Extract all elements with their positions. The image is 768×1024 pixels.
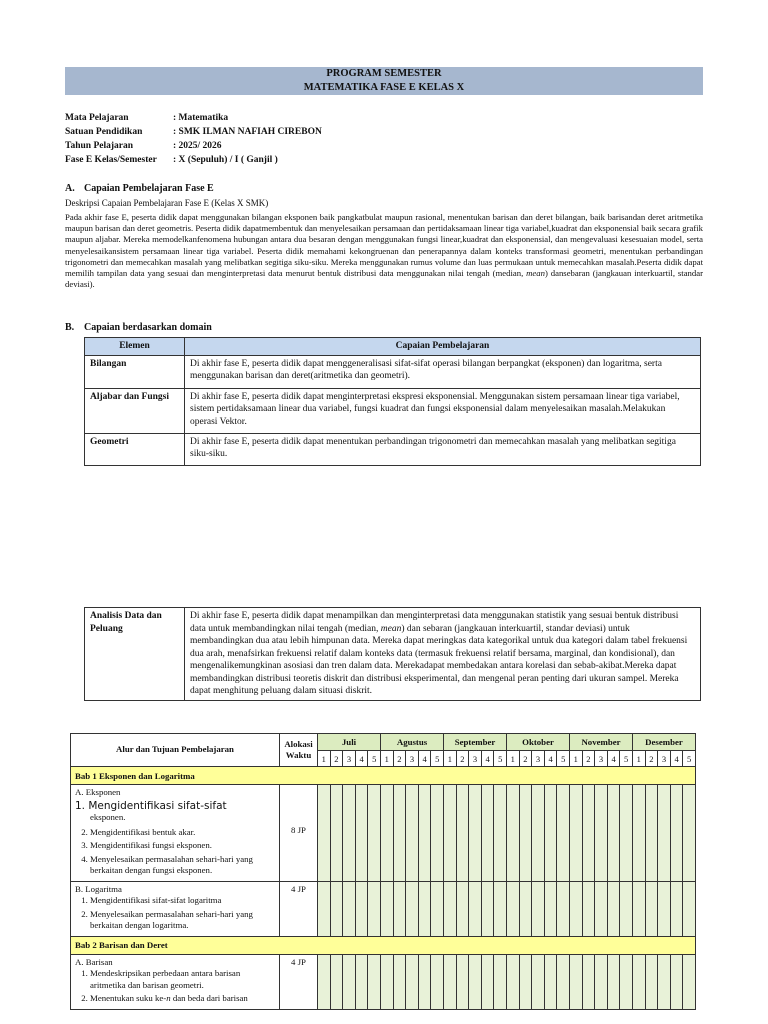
schedule-cell: [343, 785, 356, 882]
list-item: [90, 993, 275, 1005]
elemen-cell: Bilangan: [85, 355, 185, 388]
schedule-cell: [393, 785, 406, 882]
week-number: 3: [658, 751, 671, 767]
bab-2-title: Bab 2 Barisan dan Deret: [71, 936, 696, 954]
week-number: 1: [570, 751, 583, 767]
col-capaian: Capaian Pembelajaran: [185, 338, 701, 356]
schedule-cell: [582, 881, 595, 936]
week-number: 5: [368, 751, 381, 767]
schedule-cell: [507, 954, 520, 1009]
meta-label: Mata Pelajaran: [65, 113, 129, 123]
schedule-cell: [431, 785, 444, 882]
week-number: 5: [620, 751, 633, 767]
section-title: Capaian Pembelajaran Fase E: [84, 183, 214, 194]
schedule-cell: [494, 785, 507, 882]
month-header: Agustus: [381, 734, 444, 751]
list-item-text: Menentukan suku ke-: [90, 993, 167, 1003]
alokasi-cell: 4 JP: [280, 881, 318, 936]
week-number: 2: [330, 751, 343, 767]
week-number: 2: [393, 751, 406, 767]
section-title: Capaian berdasarkan domain: [84, 322, 212, 333]
list-item: 2. Menyelesaikan permasalahan sehari-hari yang berkaitan dengan logaritma.: [90, 909, 275, 932]
schedule-cell: [481, 881, 494, 936]
tp-list: [75, 827, 275, 877]
schedule-cell: [456, 954, 469, 1009]
schedule-cell: [582, 785, 595, 882]
bab-row: [71, 767, 696, 785]
schedule-cell: [330, 954, 343, 1009]
schedule-cell: [645, 785, 658, 882]
week-number: 4: [481, 751, 494, 767]
capaian-emphasis: mean: [380, 623, 402, 634]
document-title: [65, 67, 703, 95]
title-line-1: PROGRAM SEMESTER: [326, 68, 442, 79]
schedule-cell: [607, 881, 620, 936]
tp-eksponen: [71, 785, 280, 882]
schedule-cell: [570, 785, 583, 882]
schedule-cell: [343, 881, 356, 936]
schedule-cell: [607, 785, 620, 882]
schedule-cell: [582, 954, 595, 1009]
schedule-cell: [431, 881, 444, 936]
list-item-emphasis: n: [166, 993, 171, 1003]
schedule-cell: [632, 954, 645, 1009]
week-number: 5: [557, 751, 570, 767]
schedule-cell: [557, 954, 570, 1009]
domain-table: [84, 337, 701, 466]
tp-logaritma: [71, 881, 280, 936]
schedule-cell: [683, 785, 696, 882]
week-number: 3: [532, 751, 545, 767]
schedule-cell: [544, 954, 557, 1009]
week-number: 5: [683, 751, 696, 767]
tp-item-1-cont: eksponen.: [90, 812, 126, 822]
week-number: 5: [431, 751, 444, 767]
section-number: A.: [65, 183, 75, 194]
schedule-cell: [570, 881, 583, 936]
week-number: 2: [519, 751, 532, 767]
schedule-cell: [620, 785, 633, 882]
schedule-cell: [494, 954, 507, 1009]
schedule-cell: [444, 954, 457, 1009]
week-number: 4: [670, 751, 683, 767]
schedule-cell: [557, 785, 570, 882]
week-number: 4: [607, 751, 620, 767]
section-b-heading: [65, 322, 212, 333]
schedule-cell: [532, 881, 545, 936]
alokasi-cell: 8 JP: [280, 785, 318, 882]
week-number: 5: [494, 751, 507, 767]
col-alokasi: Alokasi Waktu: [280, 734, 318, 767]
list-item: 4. Menyelesaikan permasalahan sehari-hari yang berkaitan dengan fungsi eksponen.: [90, 854, 275, 877]
schedule-cell: [620, 881, 633, 936]
meta-row: [65, 139, 322, 153]
schedule-cell: [557, 881, 570, 936]
week-number: 1: [444, 751, 457, 767]
schedule-cell: [481, 954, 494, 1009]
meta-label: Satuan Pendidikan: [65, 127, 143, 137]
schedule-cell: [418, 954, 431, 1009]
schedule-cell: [670, 785, 683, 882]
meta-row: [65, 125, 322, 139]
section-number: B.: [65, 322, 75, 333]
schedule-cell: [393, 954, 406, 1009]
tp-item-text: Mengidentifikasi sifat-sifat: [88, 799, 227, 812]
identity-block: [65, 111, 322, 167]
list-item: 1. Mengidentifikasi sifat-sifat logaritma: [90, 895, 275, 907]
week-number: 2: [645, 751, 658, 767]
table-row: [85, 608, 701, 701]
list-item: 2. Mengidentifikasi bentuk akar.: [90, 827, 275, 839]
schedule-cell: [444, 881, 457, 936]
schedule-cell: [431, 954, 444, 1009]
schedule-cell: [532, 954, 545, 1009]
schedule-cell: [469, 881, 482, 936]
month-header: Juli: [318, 734, 381, 751]
schedule-cell: [318, 785, 331, 882]
tp-barisan: [71, 954, 280, 1009]
schedule-cell: [456, 881, 469, 936]
schedule-cell: [658, 785, 671, 882]
schedule-cell: [632, 785, 645, 882]
month-header: November: [570, 734, 633, 751]
table-row: [85, 433, 701, 465]
schedule-cell: [645, 954, 658, 1009]
schedule-cell: [670, 954, 683, 1009]
capaian-cell: Di akhir fase E, peserta didik dapat menentukan perbandingan trigonometri dan memecahkan masalah yang melibatkan segitiga siku-siku.: [185, 433, 701, 465]
meta-value: : X (Sepuluh) / I ( Ganjil ): [173, 155, 278, 165]
month-header: Desember: [632, 734, 695, 751]
week-number: 3: [595, 751, 608, 767]
col-elemen: Elemen: [85, 338, 185, 356]
schedule-cell: [343, 954, 356, 1009]
meta-row: [65, 111, 322, 125]
month-header: September: [444, 734, 507, 751]
title-line-2: MATEMATIKA FASE E KELAS X: [303, 82, 465, 93]
bab-1-title: Bab 1 Eksponen dan Logaritma: [71, 767, 696, 785]
schedule-cell: [632, 881, 645, 936]
table-row: [85, 388, 701, 433]
section-a-heading: [65, 183, 214, 194]
schedule-cell: [381, 881, 394, 936]
capaian-cell: [185, 608, 701, 701]
schedule-cell: [406, 785, 419, 882]
tp-heading: B. Logaritma: [75, 883, 122, 894]
table-row: [71, 785, 696, 882]
schedule-cell: [683, 881, 696, 936]
week-number: 1: [381, 751, 394, 767]
tp-list: [75, 895, 275, 932]
week-number: 2: [582, 751, 595, 767]
schedule-cell: [595, 954, 608, 1009]
schedule-cell: [519, 954, 532, 1009]
meta-value: : SMK ILMAN NAFIAH CIREBON: [173, 127, 322, 137]
list-item-text: dan beda dari barisan: [170, 993, 248, 1003]
domain-table-header: [85, 338, 701, 356]
week-number: 4: [418, 751, 431, 767]
schedule-cell: [368, 881, 381, 936]
table-row: [71, 881, 696, 936]
meta-label: Fase E Kelas/Semester: [65, 155, 157, 165]
week-number: 1: [507, 751, 520, 767]
schedule-cell: [683, 954, 696, 1009]
schedule-cell: [330, 785, 343, 882]
schedule-cell: [418, 785, 431, 882]
schedule-cell: [658, 954, 671, 1009]
schedule-cell: [544, 785, 557, 882]
schedule-cell: [658, 881, 671, 936]
meta-value: : Matematika: [173, 113, 229, 123]
schedule-cell: [381, 785, 394, 882]
schedule-cell: [507, 785, 520, 882]
week-number: 4: [355, 751, 368, 767]
schedule-cell: [393, 881, 406, 936]
schedule-cell: [494, 881, 507, 936]
paragraph-text: ) dansebaran (jangkauan interkuartil, standar deviasi).: [65, 268, 703, 290]
schedule-cell: [444, 785, 457, 882]
schedule-cell: [381, 954, 394, 1009]
schedule-cell: [595, 881, 608, 936]
tp-list: [75, 968, 275, 1005]
week-number: 3: [469, 751, 482, 767]
alur-tujuan-table: [70, 733, 696, 1010]
schedule-cell: [318, 954, 331, 1009]
capaian-cell: Di akhir fase E, peserta didik dapat menginterpretasi ekspresi eksponensial. Menggunakan sistem persamaan linear tiga variabel, sistem pertidaksamaan linear dua variabel, fungsi kuadrat dan fungsi eksponensial dalam menyelesaikan masalah.Melakukan operasi Vektor.: [185, 388, 701, 433]
schedule-cell: [620, 954, 633, 1009]
schedule-cell: [469, 954, 482, 1009]
meta-label: Tahun Pelajaran: [65, 141, 134, 151]
schedule-cell: [418, 881, 431, 936]
week-number: 1: [318, 751, 331, 767]
schedule-cell: [519, 881, 532, 936]
paragraph-text: Pada akhir fase E, peserta didik dapat menggunakan bilangan eksponen baik pangkatbulat maupun rasional, menentukan barisan dan deret bilangan, baik barisandan deret aritmetika maupun barisan dan deret geometris. Peserta didik dapatmembentuk dan menyelesaikan persamaan dan pertidaksamaan linear tiga variabel,kuadrat dan eksponensial baik secara grafik maupun aljabar. Mereka memodelkanfenomena hubungan antara dua besaran dengan menggunakan fungsi linear,kuadrat dan eksponensial, dan mengevaluasi kesesuaian model, serta menyelesaikansistem persamaan linear tiga variabel. Peserta didik memahami kekongruenan dan penerapannya dalam konteks transformasi geometri, menentukan perbandingan trigonometri dan memecahkan masalah yang melibatkan segitiga siku-siku. Mereka menggunakan rumus volume dan luas permukaan untuk memecahkan masalah.Peserta didik dapat memilih tampilan data yang sesuai dan menginterpretasi data menurut bentuk distribusi data menggunakan nilai tengah (median,: [65, 212, 703, 279]
tp-heading: A. Barisan: [75, 956, 113, 967]
schedule-cell: [645, 881, 658, 936]
week-number: 1: [632, 751, 645, 767]
week-number: 4: [544, 751, 557, 767]
week-number: 2: [456, 751, 469, 767]
week-number: 3: [343, 751, 356, 767]
alur-header-row: [71, 734, 696, 751]
elemen-cell: Geometri: [85, 433, 185, 465]
schedule-cell: [355, 881, 368, 936]
tp-item-1: 1. Mengidentifikasi sifat-sifat: [75, 799, 227, 812]
schedule-cell: [355, 785, 368, 882]
schedule-cell: [406, 881, 419, 936]
schedule-cell: [507, 881, 520, 936]
list-item: 1. Mendeskripsikan perbedaan antara barisan aritmetika dan barisan geometri.: [90, 968, 275, 991]
bab-row: [71, 936, 696, 954]
schedule-cell: [368, 954, 381, 1009]
domain-table-continued: [84, 607, 701, 701]
meta-value: : 2025/ 2026: [173, 141, 222, 151]
col-alur: Alur dan Tujuan Pembelajaran: [71, 734, 280, 767]
schedule-cell: [355, 954, 368, 1009]
schedule-cell: [406, 954, 419, 1009]
schedule-cell: [607, 954, 620, 1009]
paragraph-emphasis: mean: [526, 268, 545, 279]
capaian-text: ) dan sebaran (jangkauan interkuartil, standar deviasi) untuk membandingkan dua atau lebih himpunan data. Mereka dapat meringkas data kategorikal untuk dua kategori dalam tabel frekuensi dua arah, menafsirkan frekuensi relatif dalam konteks data (termasuk frekuensi relatif bersama, marginal, dan kondisional), dan mengenalikemungkinan asosiasi dan tren dalam data. Merekadapat membedakan antara korelasi dan sebab-akibat.Mereka dapat membandingkan distribusi teoretis diskrit dan distribusi eksperimental, dan mengenal peran penting dari ukuran sampel. Mereka dapat menghitung peluang dalam situasi diskrit.: [190, 623, 688, 696]
schedule-cell: [595, 785, 608, 882]
schedule-cell: [456, 785, 469, 882]
table-row: [85, 355, 701, 388]
schedule-cell: [519, 785, 532, 882]
schedule-cell: [532, 785, 545, 882]
schedule-cell: [670, 881, 683, 936]
table-row: [71, 954, 696, 1009]
month-header: Oktober: [507, 734, 570, 751]
week-number: 3: [406, 751, 419, 767]
tp-heading: A. Eksponen: [75, 787, 121, 797]
alokasi-cell: 4 JP: [280, 954, 318, 1009]
schedule-cell: [318, 881, 331, 936]
elemen-cell: Analisis Data dan Peluang: [85, 608, 185, 701]
schedule-cell: [469, 785, 482, 882]
elemen-cell: Aljabar dan Fungsi: [85, 388, 185, 433]
meta-row: [65, 153, 322, 167]
section-a-subtitle: Deskripsi Capaian Pembelajaran Fase E (Kelas X SMK): [65, 198, 269, 208]
schedule-cell: [544, 881, 557, 936]
schedule-cell: [368, 785, 381, 882]
schedule-cell: [481, 785, 494, 882]
capaian-cell: Di akhir fase E, peserta didik dapat menggeneralisasi sifat-sifat operasi bilangan berpangkat (eksponen) dan logaritma, serta menggunakan barisan dan deret(aritmetika dan geometri).: [185, 355, 701, 388]
capaian-text: Di akhir fase E, peserta didik dapat menampilkan dan menginterpretasi data menggunakan statistik yang sesuai bentuk distribusi data untuk membandingkan nilai tengah (median,: [190, 611, 679, 634]
schedule-cell: [330, 881, 343, 936]
section-a-paragraph: [65, 212, 703, 290]
list-item: 3. Mengidentifikasi fungsi eksponen.: [90, 840, 275, 852]
schedule-cell: [570, 954, 583, 1009]
